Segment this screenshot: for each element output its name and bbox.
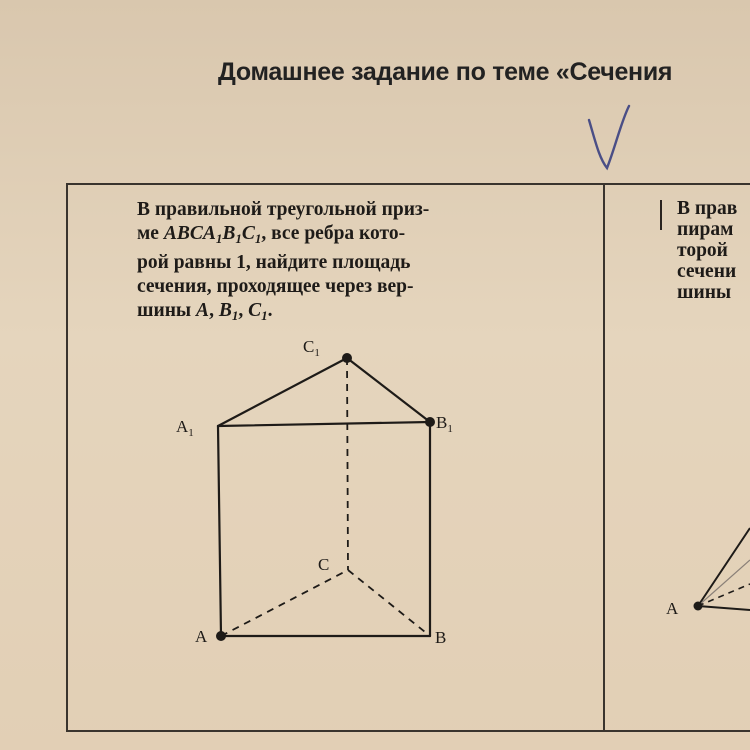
problem-right-line-3: торой	[677, 240, 728, 261]
edge-a1-b1	[218, 422, 430, 426]
problem-line-1: В правильной треугольной приз-	[137, 199, 430, 220]
hidden-edge-c-c1	[347, 358, 348, 570]
label-a1: $A_1$	[176, 417, 194, 439]
label-a: A	[195, 627, 208, 646]
edge-a1-c1	[218, 358, 347, 426]
problem-line-5: шины A, $B_1$, $C_1$.	[137, 300, 273, 323]
problem-right-line-4: сечени	[677, 261, 737, 282]
hidden-edge-c-b	[348, 570, 430, 636]
edge-c1-b1	[347, 358, 430, 422]
problem-right-line-5: шины	[677, 282, 732, 303]
problem-line-3: рой равны 1, найдите площадь	[137, 252, 411, 273]
label-c1: $C_1$	[303, 337, 320, 359]
edge-a-a1	[218, 426, 221, 636]
label-b1: $B_1$	[436, 413, 453, 435]
pyramid-label-a: A	[666, 599, 679, 618]
vertex-b1	[425, 417, 435, 427]
problem-right-line-1: В прав	[677, 198, 738, 219]
page-title: Домашнее задание по теме «Сечения	[218, 58, 673, 86]
label-c: C	[318, 555, 330, 574]
problem-right-line-2: пирам	[677, 219, 734, 240]
hidden-edge-a-c	[221, 570, 348, 636]
vertex-a	[216, 631, 226, 641]
problem-line-2: ме $ABCA_1B_1C_1$, все ребра кото-	[137, 223, 406, 246]
pyramid-figure-partial	[666, 528, 750, 618]
pyramid-vertex-a	[694, 602, 703, 611]
pyramid-base-edge	[698, 606, 750, 610]
problem-line-4: сечения, проходящее через вер-	[137, 276, 414, 297]
vertex-c1	[342, 353, 352, 363]
label-b: B	[435, 628, 447, 647]
